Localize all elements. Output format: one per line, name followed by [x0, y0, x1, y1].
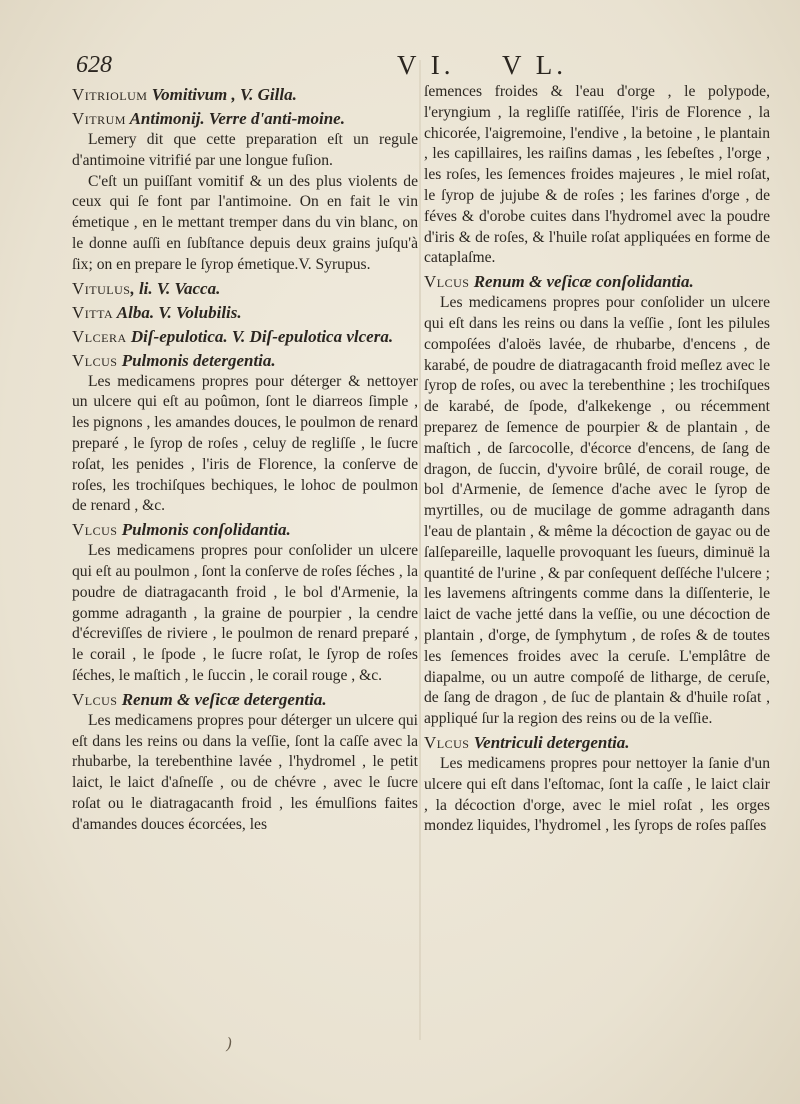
dictionary-entry-heading: [72, 326, 418, 348]
entry-subtitle: Pulmonis detergentia.: [117, 350, 276, 370]
entry-paragraph: Les medicamens propres pour nettoyer la ſanie d'un ulcere qui eſt dans l'eſtomac, ſont la caſſe , le laict clair , la décoction d'orge, avec le miel roſat , les orges mondez liquides, l'hydromel , les ſyrops de roſes paſſes: [424, 754, 770, 835]
dictionary-entry-heading: [424, 732, 770, 754]
entry-headword: Vlcera: [72, 326, 127, 346]
footer-mark: ): [226, 1034, 233, 1053]
entry-subtitle: Vomitivum , V. Gilla.: [147, 85, 297, 104]
entry-headword: Vlcus: [72, 689, 118, 709]
entry-paragraph: Lemery dit que cette preparation eſt un regule d'antimoine vitrifié par une longue fuſion.: [72, 131, 418, 169]
dictionary-entry-heading: [72, 350, 418, 372]
entry-paragraph: Les medicamens propres pour conſolider un ulcere qui eſt dans les reins ou dans la veſſie , ſont les pilules compoſées d'aloës lavée, de rhubarbe, d'encens , de karabé, de poudre de diatragacanth froid meſlez avec le ſyrop de roſes, ou avec la terebenthine ; les trochiſques de karabé, de ſpode, d'alkekenge , ou récemment preparez de ſemence de pourpier & de plantain , de maſtich , de ſarcocolle, d'écorce d'encens, de ſang de dragon, de ſuccin, d'yvoire brûlé, de corail rouge, de bol d'Armenie, de ſemence d'ache avec le ſyrop de myrtilles, ou de mucilage de gomme adraganth dans l'eau de plantain , & même la décoction de gayac ou de ſalſepareille, laquelle provoquant les ſueurs, diminuë la quantité de l'urine , & par conſequent deſſéche l'ulcere ; les lavemens aſtringents comme dans la diſſenterie, le laict de vache jetté dans la veſſie, ou une décoction de plantain , d'orge, de ſymphytum , de roſes & de toutes les ſemences froides avec la ceruſe. L'emplâtre de diapalme, ou un autre compoſé de litharge, de ceruſe, de ſang de dragon , de ſuc de plantain & d'huile roſat , appliqué ſur la region des reins ou de la veſſie.: [424, 294, 770, 728]
entry-subtitle: Renum & veſicæ detergentia.: [117, 689, 327, 709]
right-column: [424, 82, 770, 1042]
entry-subtitle: Alba. V. Volubilis.: [113, 302, 242, 322]
entry-headword: Vitriolum: [72, 85, 148, 104]
dictionary-entry-heading: [72, 278, 418, 300]
dictionary-entry-heading: [72, 302, 418, 324]
entry-subtitle: , li. V. Vacca.: [130, 278, 221, 298]
gutter-shadow: [419, 60, 421, 1040]
entry-paragraph: C'eſt un puiſſant vomitif & un des plus violents de ceux qui ſe font par l'antimoine. On en fait le vin émetique , en le mettant tremper dans du vin blanc, on le donne auſſi en ſubſtance depuis deux grains juſqu'à ſix; on en prepare le ſyrop émetique.V. Syrupus.: [72, 172, 418, 273]
running-head-left: V I.: [397, 50, 455, 80]
entry-headword: Vlcus: [72, 350, 118, 370]
entry-subtitle: Antimonij. Verre d'anti-moine.: [125, 109, 345, 128]
running-header: [72, 50, 762, 82]
entry-paragraph: Les medicamens propres pour déterger & nettoyer un ulcere qui eſt au poûmon, ſont le diarreos ſimple , les pignons , les amandes douces, le poulmon de renard preparé , le ſyrop de roſes , celuy de regliſſe , le ſucre roſat, les penides , l'iris de Florence, la conſerve de roſes, les trochiſques bechiques, le lohoc de poulmon de renard , &c.: [72, 372, 418, 515]
dictionary-entry-heading: [72, 689, 418, 711]
page-number: 628: [76, 52, 112, 78]
entry-subtitle: Diſ-epulotica. V. Diſ-epulotica vlcera.: [126, 326, 394, 346]
entry-subtitle: Ventriculi detergentia.: [469, 732, 630, 752]
entry-headword: Vlcus: [72, 520, 118, 540]
entry-headword: Vitulus: [72, 278, 131, 298]
entry-paragraph: ſemences froides & l'eau d'orge , le polypode, l'eryngium , la regliſſe ratiſſée, l'iris de Florence , la chicorée, l'aigremoine, l'endive , la betoine , le plantain , les capillaires, les raiſins damas , les ſebeſtes , l'orge , les roſes, les ſemences froides majeures , le miel roſat, le ſyrop de jujube & de roſes ; les farines d'orge , de féves & d'orobe cuites dans l'hydromel avec la poudre d'iris & de roſes, & l'huile roſat appliquées en forme de cataplaſme.: [424, 83, 770, 267]
dictionary-entry-heading: [72, 108, 418, 130]
dictionary-entry-heading: [424, 271, 770, 293]
left-column: [72, 82, 418, 1042]
entry-subtitle: Renum & veſicæ conſolidantia.: [469, 272, 694, 292]
entry-subtitle: Pulmonis conſolidantia.: [117, 520, 291, 540]
entry-headword: Vitrum: [72, 109, 126, 128]
entry-headword: Vlcus: [424, 272, 470, 292]
entry-paragraph: Les medicamens propres pour déterger un ulcere qui eſt dans les reins ou dans la veſſie, ſont la caſſe avec la rhubarbe, la terebenthine lavée , l'hydromel , le petit laict, le laict d'aſneſſe , ou de chévre , avec le ſucre roſat ou le diatragacanth froid , les émulſions faites d'amandes douces écorcées, les: [72, 711, 418, 833]
dictionary-entry-heading: [72, 84, 418, 106]
dictionary-entry-heading: [72, 519, 418, 541]
entry-headword: Vitta: [72, 302, 114, 322]
entry-headword: Vlcus: [424, 732, 470, 752]
running-head-right: V L.: [502, 50, 568, 80]
entry-paragraph: Les medicamens propres pour conſolider un ulcere qui eſt au poulmon , ſont la conſerve de roſes ſéches , la poudre de diatragacanth froid , le bol d'Armenie, la gomme adraganth , la graine de pourpier , la cendre d'écreviſſes de riviere , le poulmon de renard preparé , le corail , le ſpode , le ſucre roſat, le ſyrop de roſes ſéches, le maſtich , le ſuccin , le corail rouge , &c.: [72, 542, 418, 684]
